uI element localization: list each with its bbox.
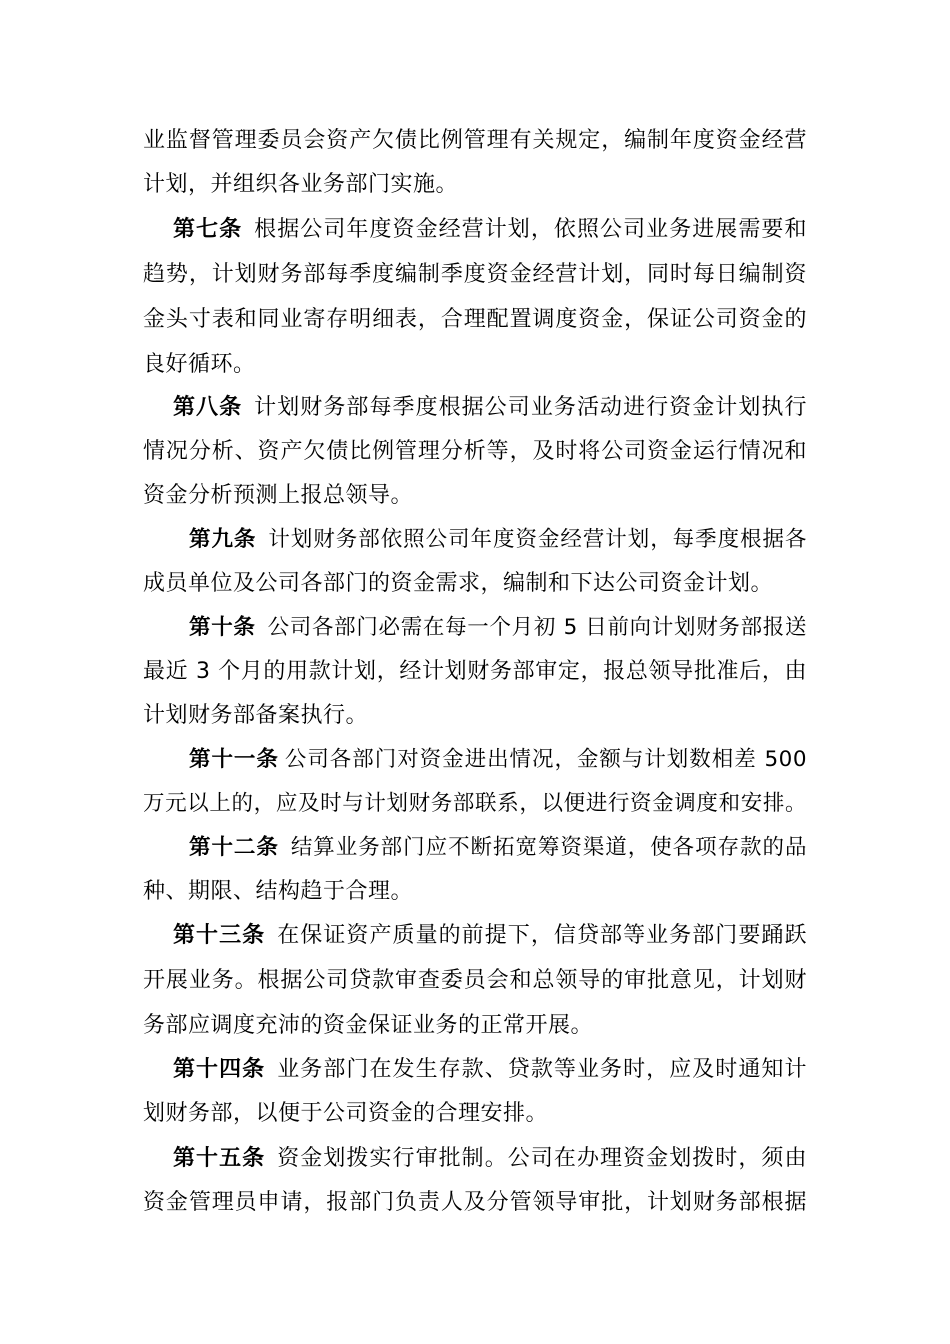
article-text: 业务部门在发生存款、贷款等业务时，应及时通知计: [277, 1057, 807, 1082]
article-8-line: [173, 393, 807, 423]
text-line: 最近 3 个月的用款计划，经计划财务部审定，报总领导批准后，由: [143, 659, 807, 684]
text-line: 务部应调度充沛的资金保证业务的正常开展。: [143, 1013, 594, 1038]
article-heading: 第十条: [189, 615, 256, 640]
article-text: 计划财务部每季度根据公司业务活动进行资金计划执行: [254, 395, 807, 420]
article-text: 公司各部门必需在每一个月初 5 日前向计划财务部报送: [267, 615, 807, 640]
article-heading: 第十五条: [173, 1146, 266, 1171]
article-heading: 第十二条: [189, 835, 279, 860]
text-line: 趋势，计划财务部每季度编制季度资金经营计划，同时每日编制资: [143, 262, 807, 287]
article-12-line: [189, 833, 807, 863]
text-line: 资金管理员申请，报部门负责人及分管领导审批，计划财务部根据: [143, 1190, 807, 1215]
article-10-line: [189, 613, 807, 643]
article-text: 公司各部门对资金进出情况，金额与计划数相差 500: [284, 747, 807, 772]
article-heading: 第十一条: [189, 747, 279, 772]
text-line: 万元以上的，应及时与计划财务部联系，以便进行资金调度和安排。: [143, 791, 807, 816]
text-line: 业监督管理委员会资产欠债比例管理有关规定，编制年度资金经营: [143, 128, 807, 153]
article-text: 结算业务部门应不断拓宽筹资渠道，使各项存款的品: [290, 835, 807, 860]
article-heading: 第九条: [189, 527, 257, 552]
text-line: 情况分析、资产欠债比例管理分析等，及时将公司资金运行情况和: [143, 439, 807, 464]
text-line: 资金分析预测上报总领导。: [143, 483, 414, 508]
article-14-line: [173, 1055, 807, 1085]
article-text: 在保证资产质量的前提下，信贷部等业务部门要踊跃: [277, 923, 807, 948]
text-line: 划财务部，以便于公司资金的合理安排。: [143, 1101, 549, 1126]
text-line: 金头寸表和同业寄存明细表，合理配置调度资金，保证公司资金的: [143, 307, 807, 332]
article-15-line: [173, 1144, 807, 1174]
article-heading: 第十三条: [173, 923, 266, 948]
article-heading: 第七条: [173, 217, 243, 242]
article-11-line: [189, 745, 807, 775]
article-13-line: [173, 921, 807, 951]
article-text: 计划财务部依照公司年度资金经营计划，每季度根据各: [268, 527, 807, 552]
article-text: 资金划拨实行审批制。公司在办理资金划拨时，须由: [277, 1146, 807, 1171]
article-7-line: [173, 215, 807, 245]
article-heading: 第十四条: [173, 1057, 266, 1082]
text-line: 开展业务。根据公司贷款审查委员会和总领导的审批意见，计划财: [143, 968, 807, 993]
text-line: 计划，并组织各业务部门实施。: [143, 172, 459, 197]
text-line: 种、期限、结构趋于合理。: [143, 879, 414, 904]
article-9-line: [189, 525, 807, 555]
text-line: 成员单位及公司各部门的资金需求，编制和下达公司资金计划。: [143, 571, 774, 596]
article-heading: 第八条: [173, 395, 243, 420]
text-line: 计划财务部备案执行。: [143, 703, 369, 728]
article-text: 根据公司年度资金经营计划，依照公司业务进展需要和: [254, 217, 807, 242]
text-line: 良好循环。: [143, 352, 256, 377]
